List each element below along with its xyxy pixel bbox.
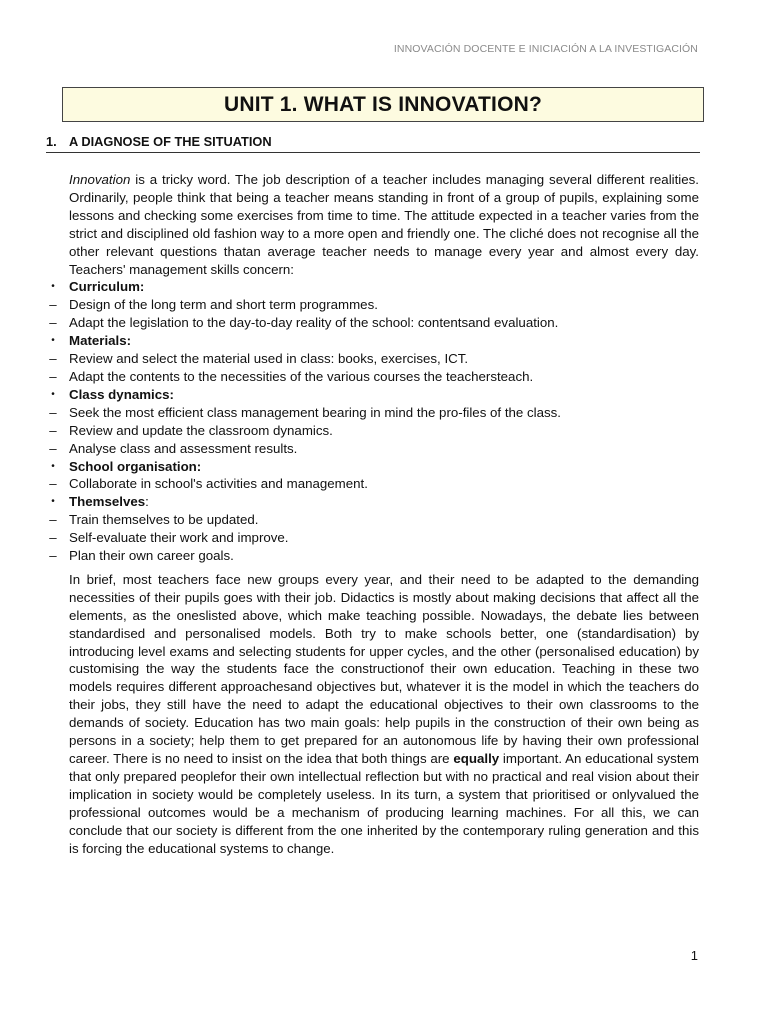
list-category	[51, 332, 699, 350]
section-number: 1.	[46, 134, 57, 149]
dash-marker: –	[49, 368, 57, 384]
dash-marker: –	[49, 297, 57, 313]
brief-text-start: In brief, most teachers face new groups every year, and their need to be adapted to the demanding necessities of their pupils goes with their job. Didactics is mostly about making decisions that affect all the elements, as the oneslisted above, which make teaching possible. Nowadays, the debate lies between standardised and personalised models. Both try to make schools better, one (standardisation) by introducing level exams and selecting students for upper cycles, and the other (personalised education) by customising the way the students face the constructionof their own education. Teaching in these two models requires different approachesand objectives but, whatever it is the model in which the teachers do their jobs, they still have the need to adapt the educational objectives to their own classrooms to the demands of society. Education has two main goals: help pupils in the construction of their own being as persons in a society; help them to get prepared for an autonomous life by having their own professional career. There is no need to insist on the idea that both things are	[69, 571, 699, 766]
list-item	[49, 296, 699, 314]
category-label: School organisation:	[69, 458, 202, 474]
bullet-marker: •	[51, 496, 55, 508]
skills-list	[49, 278, 699, 565]
body-content	[49, 171, 699, 857]
category-label: Curriculum:	[69, 279, 145, 295]
list-item	[49, 475, 699, 493]
running-header: INNOVACIÓN DOCENTE E INICIACIÓN A LA INVESTIGACIÓN	[393, 43, 698, 55]
list-item-text: Adapt the legislation to the day-to-day reality of the school: contentsand evaluation.	[69, 315, 559, 331]
list-item-text: Train themselves to be updated.	[69, 512, 259, 528]
dash-marker: –	[49, 476, 57, 492]
dash-marker: –	[49, 315, 57, 331]
intro-lead-word: Innovation	[69, 172, 131, 187]
list-item	[49, 404, 699, 422]
brief-text-end: important. An educational system that only prepared peoplefor their own intellectual reflection but with no practical and real vision about their implication in society would be completely useless. In its turn, a system that prioritised or onlyvalued the professional outcomes would be a mechanism of producing learning machines. For all this, we can conclude that our society is different from the one inherited by the contemporary ruling generation and this is forcing the educational systems to change.	[69, 751, 699, 856]
bullet-marker: •	[51, 335, 55, 347]
dash-marker: –	[49, 548, 57, 564]
list-item	[49, 529, 699, 547]
bullet-marker: •	[51, 388, 55, 400]
list-item-text: Seek the most efficient class management bearing in mind the pro-files of the class.	[69, 404, 561, 420]
dash-marker: –	[49, 351, 57, 367]
dash-marker: –	[49, 422, 57, 438]
brief-paragraph	[69, 571, 699, 858]
category-label: Class dynamics:	[69, 386, 174, 402]
list-item	[49, 422, 699, 440]
unit-title-box	[62, 87, 704, 122]
dash-marker: –	[49, 440, 57, 456]
list-category	[51, 278, 699, 296]
page-number: 1	[690, 948, 698, 963]
list-item-text: Design of the long term and short term programmes.	[69, 297, 378, 313]
brief-emphasis: equally	[453, 751, 500, 766]
intro-text: is a tricky word. The job description of a teacher includes managing several different realities. Ordinarily, people think that being a teacher means standing in front of a group of pupils, explaining some lessons and checking some exercises from time to time. The attitude expected in a teacher varies from the strict and disciplined old fashion way to a more open and friendly one. The cliché does not recognise all the other relevant questions thatan average teacher needs to manage every year and almost every day. Teachers' management skills concern:	[69, 172, 699, 277]
section-heading	[46, 134, 700, 153]
list-item	[49, 350, 699, 368]
category-label-suffix: :	[145, 494, 149, 510]
list-item-text: Self-evaluate their work and improve.	[69, 530, 289, 546]
list-category	[51, 493, 699, 511]
list-item	[49, 314, 699, 332]
dash-marker: –	[49, 530, 57, 546]
list-item-text: Plan their own career goals.	[69, 548, 234, 564]
list-item-text: Collaborate in school's activities and management.	[69, 476, 368, 492]
list-item	[49, 547, 699, 565]
category-label: Materials:	[69, 333, 132, 349]
bullet-marker: •	[51, 460, 55, 472]
unit-title: UNIT 1. WHAT IS INNOVATION?	[223, 92, 543, 116]
list-item-text: Analyse class and assessment results.	[69, 440, 298, 456]
list-category	[51, 386, 699, 404]
list-item-text: Adapt the contents to the necessities of the various courses the teachersteach.	[69, 368, 534, 384]
section-title: A DIAGNOSE OF THE SITUATION	[69, 134, 272, 149]
dash-marker: –	[49, 512, 57, 528]
list-item-text: Review and update the classroom dynamics.	[69, 422, 333, 438]
list-item	[49, 440, 699, 458]
list-item-text: Review and select the material used in class: books, exercises, ICT.	[69, 351, 469, 367]
list-item	[49, 368, 699, 386]
intro-paragraph	[69, 171, 699, 278]
list-category	[51, 458, 699, 476]
category-label: Themselves	[69, 494, 146, 510]
dash-marker: –	[49, 404, 57, 420]
list-item	[49, 511, 699, 529]
bullet-marker: •	[51, 281, 55, 293]
